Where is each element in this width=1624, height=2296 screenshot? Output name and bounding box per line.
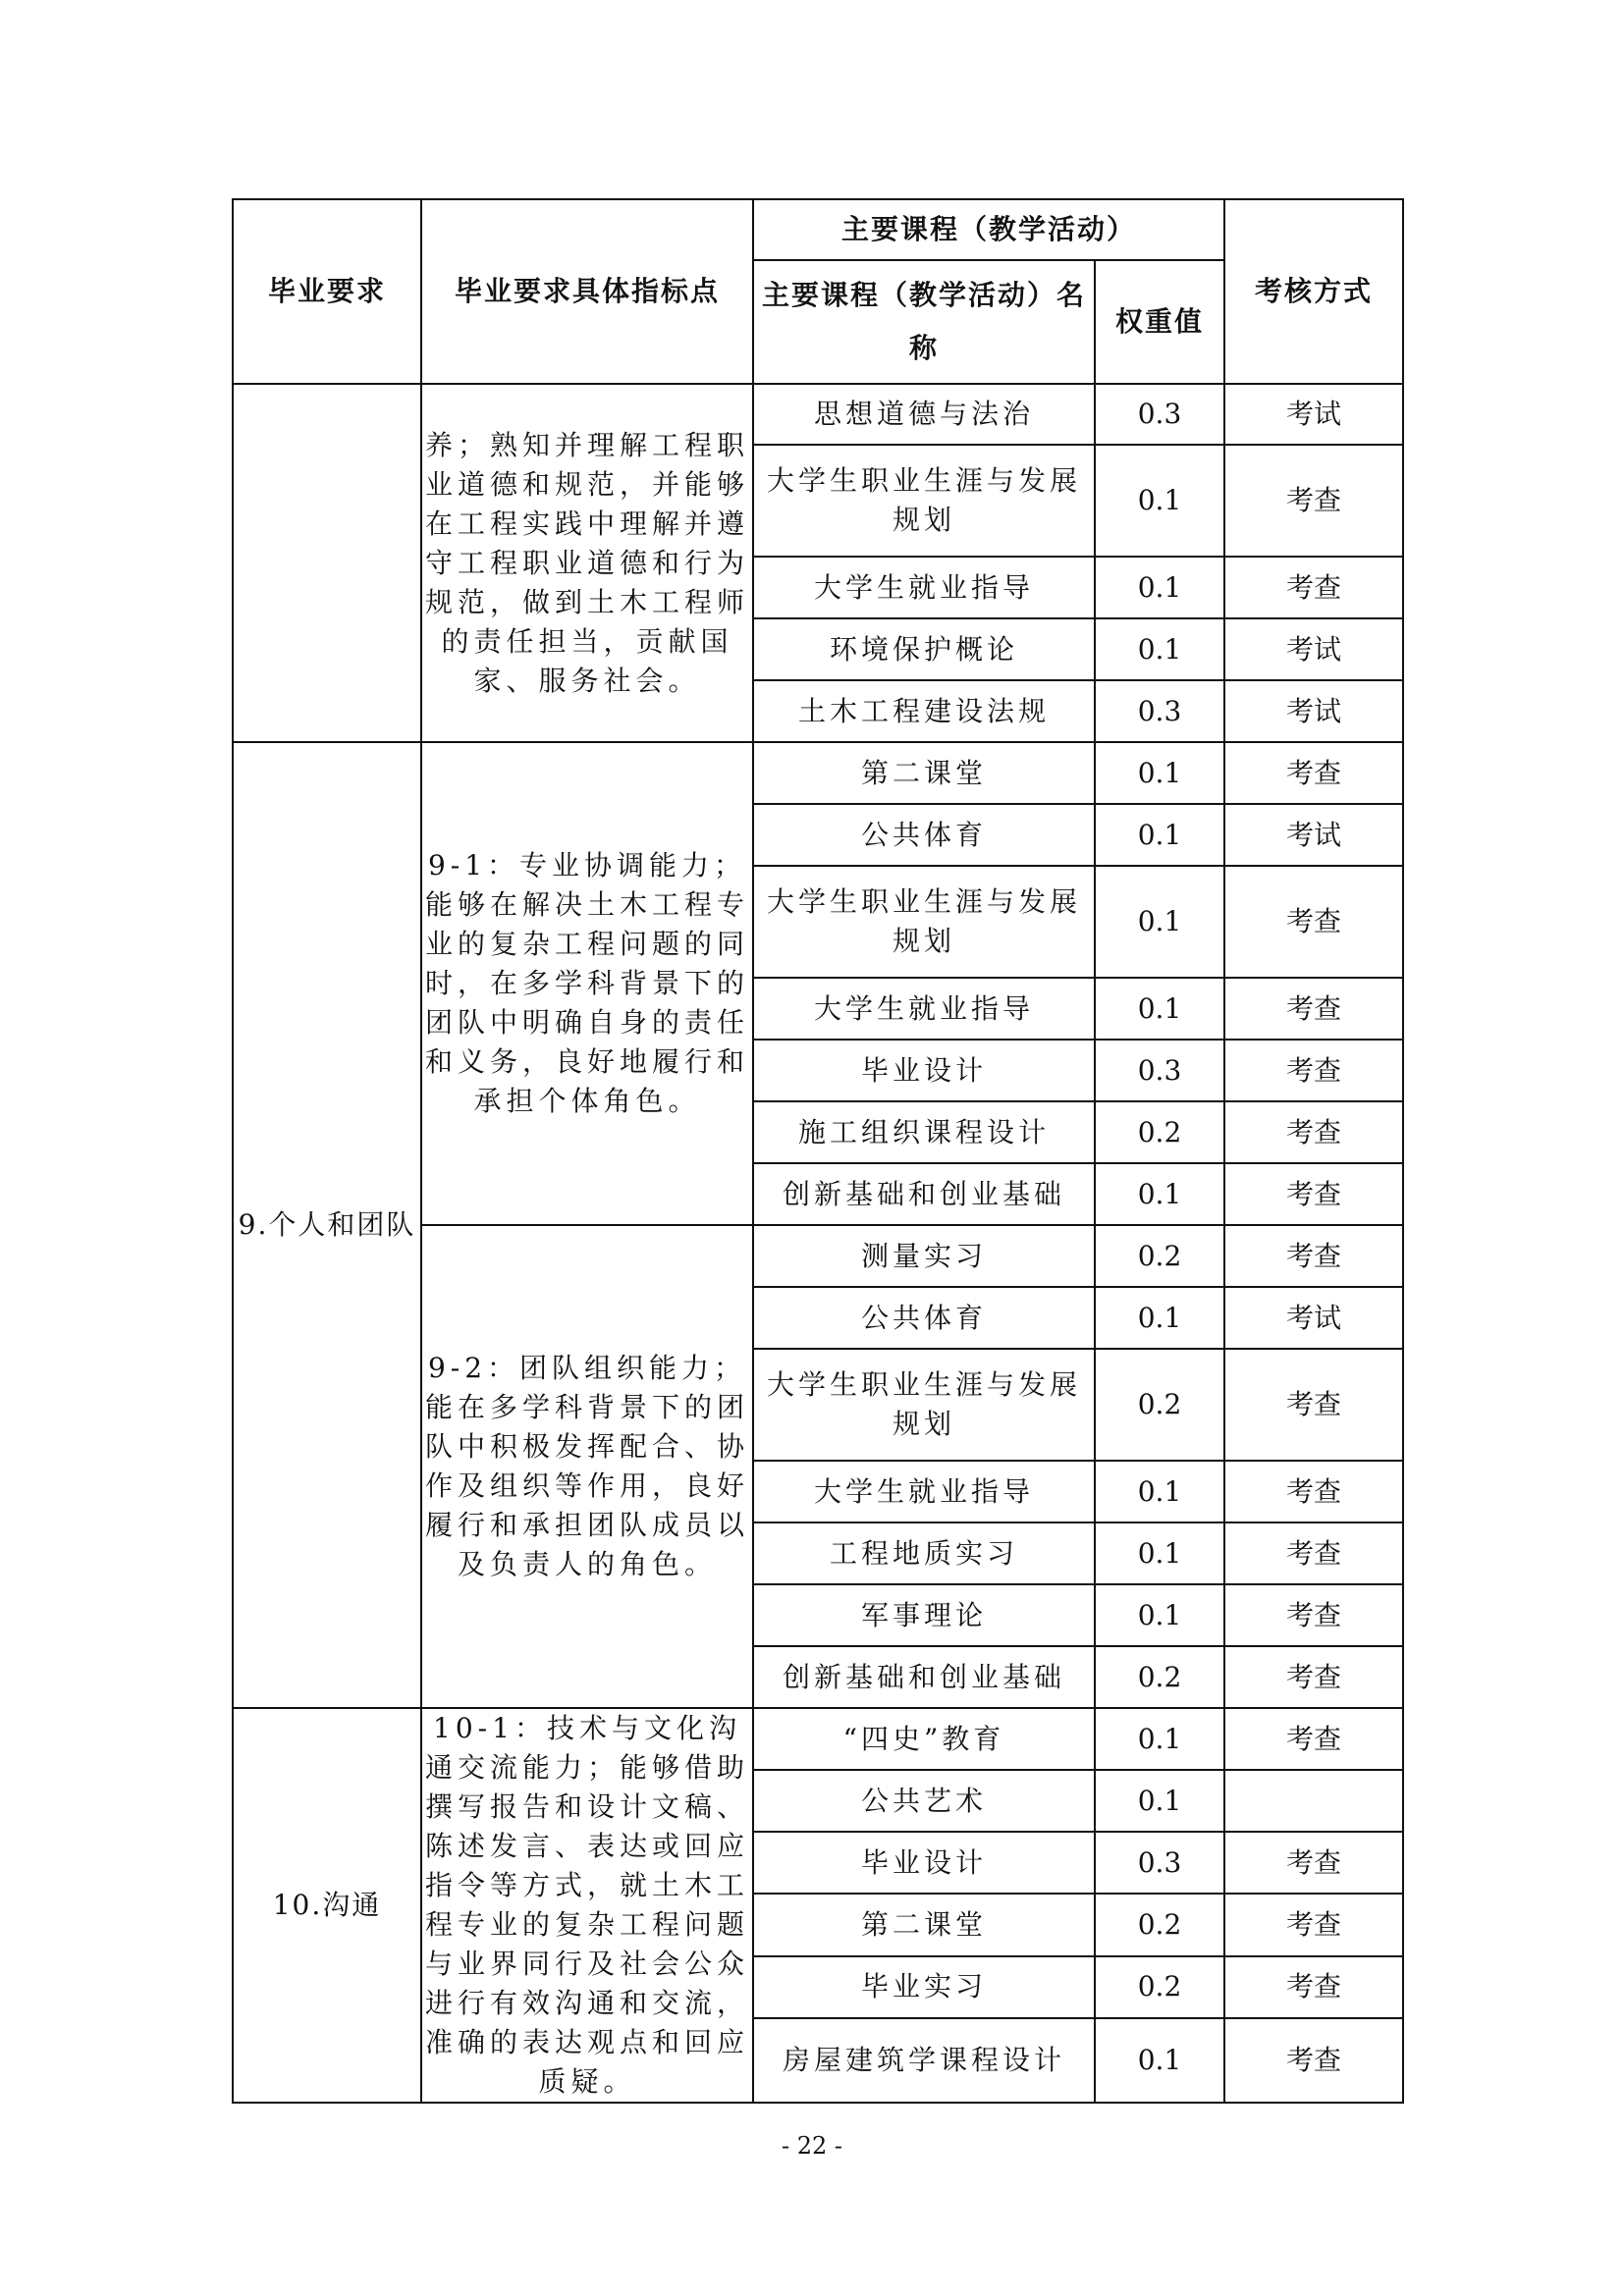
assessment-method: 考查 bbox=[1224, 1956, 1403, 2018]
course-name: 创新基础和创业基础 bbox=[753, 1163, 1095, 1225]
assessment-method: 考查 bbox=[1224, 1040, 1403, 1101]
weight-value: 0.3 bbox=[1095, 384, 1224, 445]
course-name: 工程地质实习 bbox=[753, 1522, 1095, 1584]
requirement-cell bbox=[233, 384, 421, 742]
weight-value: 0.1 bbox=[1095, 557, 1224, 618]
course-name: 第二课堂 bbox=[753, 742, 1095, 804]
table-row bbox=[233, 742, 1403, 804]
indicator-cell: 9-1：专业协调能力；能够在解决土木工程专业的复杂工程问题的同时，在多学科背景下的团队中明确自身的责任和义务，良好地履行和承担个体角色。 bbox=[421, 742, 753, 1225]
weight-value: 0.2 bbox=[1095, 1225, 1224, 1287]
weight-value: 0.2 bbox=[1095, 1894, 1224, 1955]
weight-value: 0.1 bbox=[1095, 866, 1224, 978]
course-name: 大学生就业指导 bbox=[753, 978, 1095, 1040]
course-name: 环境保护概论 bbox=[753, 618, 1095, 680]
requirement-cell: 9.个人和团队 bbox=[233, 742, 421, 1708]
assessment-method: 考查 bbox=[1224, 445, 1403, 557]
indicator-cell: 10-1：技术与文化沟通交流能力；能够借助撰写报告和设计文稿、陈述发言、表达或回应指令等方式，就土木工程专业的复杂工程问题与业界同行及社会公众进行有效沟通和交流，准确的表达观点和回应质疑。 bbox=[421, 1708, 753, 2103]
header-courses-group: 主要课程（教学活动） bbox=[753, 199, 1224, 260]
course-name: 毕业设计 bbox=[753, 1040, 1095, 1101]
course-name: 土木工程建设法规 bbox=[753, 680, 1095, 742]
table-row bbox=[233, 384, 1403, 445]
assessment-method: 考试 bbox=[1224, 1287, 1403, 1349]
header-course-name: 主要课程（教学活动）名称 bbox=[753, 260, 1095, 384]
course-name: 大学生就业指导 bbox=[753, 557, 1095, 618]
course-name: 公共体育 bbox=[753, 1287, 1095, 1349]
course-name: “四史”教育 bbox=[753, 1708, 1095, 1770]
assessment-method: 考查 bbox=[1224, 1163, 1403, 1225]
course-name: 测量实习 bbox=[753, 1225, 1095, 1287]
course-name: 大学生职业生涯与发展规划 bbox=[753, 866, 1095, 978]
assessment-method: 考查 bbox=[1224, 1646, 1403, 1708]
course-name: 毕业实习 bbox=[753, 1956, 1095, 2018]
header-requirement: 毕业要求 bbox=[233, 199, 421, 384]
weight-value: 0.2 bbox=[1095, 1349, 1224, 1461]
assessment-method: 考查 bbox=[1224, 1101, 1403, 1163]
header-weight: 权重值 bbox=[1095, 260, 1224, 384]
course-name: 军事理论 bbox=[753, 1584, 1095, 1646]
assessment-method: 考查 bbox=[1224, 1225, 1403, 1287]
assessment-method: 考查 bbox=[1224, 557, 1403, 618]
weight-value: 0.2 bbox=[1095, 1646, 1224, 1708]
assessment-method: 考试 bbox=[1224, 618, 1403, 680]
table-row bbox=[233, 1708, 1403, 1770]
weight-value: 0.2 bbox=[1095, 1101, 1224, 1163]
weight-value: 0.1 bbox=[1095, 742, 1224, 804]
header-row-1 bbox=[233, 199, 1403, 260]
assessment-method: 考查 bbox=[1224, 1522, 1403, 1584]
course-name: 毕业设计 bbox=[753, 1832, 1095, 1894]
assessment-method: 考查 bbox=[1224, 1584, 1403, 1646]
weight-value: 0.1 bbox=[1095, 2018, 1224, 2103]
page-number: - 22 - bbox=[781, 2132, 842, 2160]
assessment-method: 考试 bbox=[1224, 804, 1403, 866]
weight-value: 0.3 bbox=[1095, 1832, 1224, 1894]
weight-value: 0.1 bbox=[1095, 618, 1224, 680]
indicator-cell: 9-2：团队组织能力；能在多学科背景下的团队中积极发挥配合、协作及组织等作用，良好履行和承担团队成员以及负责人的角色。 bbox=[421, 1225, 753, 1708]
assessment-method: 考查 bbox=[1224, 1349, 1403, 1461]
assessment-method: 考试 bbox=[1224, 680, 1403, 742]
header-indicator: 毕业要求具体指标点 bbox=[421, 199, 753, 384]
weight-value: 0.1 bbox=[1095, 978, 1224, 1040]
assessment-method: 考查 bbox=[1224, 978, 1403, 1040]
course-name: 创新基础和创业基础 bbox=[753, 1646, 1095, 1708]
weight-value: 0.3 bbox=[1095, 680, 1224, 742]
course-name: 第二课堂 bbox=[753, 1894, 1095, 1955]
course-name: 大学生职业生涯与发展规划 bbox=[753, 445, 1095, 557]
course-name: 大学生就业指导 bbox=[753, 1461, 1095, 1522]
assessment-method bbox=[1224, 1770, 1403, 1832]
assessment-method: 考试 bbox=[1224, 384, 1403, 445]
course-name: 公共艺术 bbox=[753, 1770, 1095, 1832]
curriculum-matrix-table bbox=[232, 198, 1404, 2104]
weight-value: 0.1 bbox=[1095, 1461, 1224, 1522]
assessment-method: 考查 bbox=[1224, 2018, 1403, 2103]
assessment-method: 考查 bbox=[1224, 742, 1403, 804]
weight-value: 0.1 bbox=[1095, 804, 1224, 866]
assessment-method: 考查 bbox=[1224, 1832, 1403, 1894]
weight-value: 0.3 bbox=[1095, 1040, 1224, 1101]
course-name: 施工组织课程设计 bbox=[753, 1101, 1095, 1163]
weight-value: 0.1 bbox=[1095, 445, 1224, 557]
assessment-method: 考查 bbox=[1224, 1894, 1403, 1955]
assessment-method: 考查 bbox=[1224, 1708, 1403, 1770]
requirement-cell: 10.沟通 bbox=[233, 1708, 421, 2103]
course-name: 大学生职业生涯与发展规划 bbox=[753, 1349, 1095, 1461]
indicator-cell: 养；熟知并理解工程职业道德和规范，并能够在工程实践中理解并遵守工程职业道德和行为规范，做到土木工程师的责任担当，贡献国家、服务社会。 bbox=[421, 384, 753, 742]
weight-value: 0.1 bbox=[1095, 1522, 1224, 1584]
weight-value: 0.1 bbox=[1095, 1770, 1224, 1832]
assessment-method: 考查 bbox=[1224, 866, 1403, 978]
header-assessment: 考核方式 bbox=[1224, 199, 1403, 384]
course-name: 房屋建筑学课程设计 bbox=[753, 2018, 1095, 2103]
course-name: 思想道德与法治 bbox=[753, 384, 1095, 445]
weight-value: 0.1 bbox=[1095, 1584, 1224, 1646]
assessment-method: 考查 bbox=[1224, 1461, 1403, 1522]
weight-value: 0.2 bbox=[1095, 1956, 1224, 2018]
course-name: 公共体育 bbox=[753, 804, 1095, 866]
weight-value: 0.1 bbox=[1095, 1708, 1224, 1770]
weight-value: 0.1 bbox=[1095, 1163, 1224, 1225]
weight-value: 0.1 bbox=[1095, 1287, 1224, 1349]
